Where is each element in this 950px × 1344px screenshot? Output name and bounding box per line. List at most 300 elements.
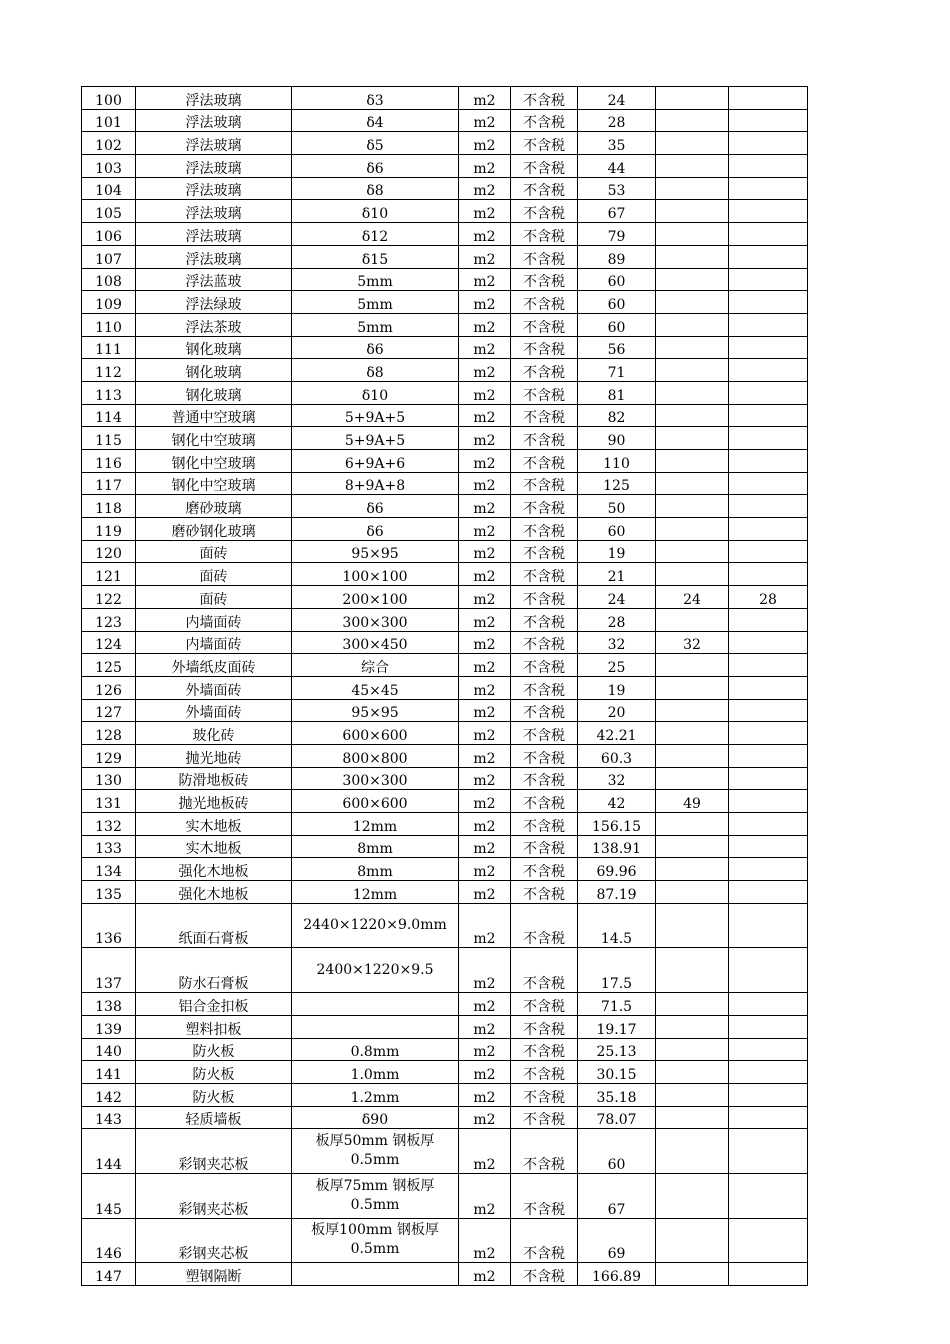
table-cell: 138.91 <box>578 835 656 858</box>
table-cell <box>656 676 729 699</box>
table-cell <box>656 518 729 541</box>
table-cell <box>656 881 729 904</box>
table-row <box>82 450 808 473</box>
table-cell: 0.8mm <box>292 1038 459 1061</box>
table-cell <box>656 132 729 155</box>
table-cell: 不含税 <box>511 1061 578 1084</box>
table-cell: 115 <box>82 427 136 450</box>
table-cell: 60 <box>578 268 656 291</box>
table-cell: 102 <box>82 132 136 155</box>
table-cell: 浮法玻璃 <box>136 245 292 268</box>
table-cell <box>656 1106 729 1129</box>
table-cell: 面砖 <box>136 540 292 563</box>
table-cell: 69.96 <box>578 858 656 881</box>
table-cell: 300×450 <box>292 631 459 654</box>
table-cell <box>656 359 729 382</box>
table-cell: 60.3 <box>578 744 656 767</box>
table-cell: m2 <box>459 450 511 473</box>
table-cell <box>729 948 808 993</box>
table-cell: 综合 <box>292 654 459 677</box>
table-cell: m2 <box>459 948 511 993</box>
table-cell: 24 <box>578 87 656 110</box>
table-cell: 不含税 <box>511 1218 578 1263</box>
table-cell <box>729 427 808 450</box>
table-cell: 111 <box>82 336 136 359</box>
table-cell: δ5 <box>292 132 459 155</box>
table-cell: 28 <box>578 109 656 132</box>
table-cell: 71.5 <box>578 993 656 1016</box>
table-cell: 不含税 <box>511 813 578 836</box>
table-cell: 138 <box>82 993 136 1016</box>
table-cell: 127 <box>82 699 136 722</box>
table-cell: δ6 <box>292 495 459 518</box>
table-cell: 35 <box>578 132 656 155</box>
table-cell <box>292 993 459 1016</box>
table-row <box>82 948 808 993</box>
table-cell: 60 <box>578 291 656 314</box>
table-row <box>82 291 808 314</box>
table-cell <box>729 1263 808 1286</box>
table-cell <box>729 540 808 563</box>
table-row <box>82 744 808 767</box>
table-cell: 防水石膏板 <box>136 948 292 993</box>
table-cell: m2 <box>459 291 511 314</box>
table-cell <box>656 87 729 110</box>
table-cell: 118 <box>82 495 136 518</box>
table-cell <box>729 813 808 836</box>
table-cell: 135 <box>82 881 136 904</box>
table-cell: m2 <box>459 767 511 790</box>
table-cell: 24 <box>656 586 729 609</box>
table-cell <box>656 654 729 677</box>
table-cell: 53 <box>578 177 656 200</box>
table-row <box>82 540 808 563</box>
table-cell: m2 <box>459 993 511 1016</box>
table-cell: 不含税 <box>511 835 578 858</box>
table-row <box>82 155 808 178</box>
table-cell: 不含税 <box>511 563 578 586</box>
table-cell: 不含税 <box>511 313 578 336</box>
table-cell: 不含税 <box>511 132 578 155</box>
table-cell: 不含税 <box>511 881 578 904</box>
table-cell: 600×600 <box>292 790 459 813</box>
table-row <box>82 654 808 677</box>
table-cell <box>656 1061 729 1084</box>
table-cell: m2 <box>459 676 511 699</box>
table-cell: 不含税 <box>511 87 578 110</box>
table-cell: 5+9A+5 <box>292 427 459 450</box>
table-cell: 67 <box>578 200 656 223</box>
table-cell: m2 <box>459 540 511 563</box>
table-body <box>82 87 808 1286</box>
table-cell: m2 <box>459 1106 511 1129</box>
table-cell: 不含税 <box>511 223 578 246</box>
table-cell: 5mm <box>292 268 459 291</box>
table-cell: 8+9A+8 <box>292 472 459 495</box>
table-cell <box>656 722 729 745</box>
table-cell <box>656 155 729 178</box>
table-cell: 面砖 <box>136 586 292 609</box>
table-cell: 防火板 <box>136 1061 292 1084</box>
table-cell <box>729 790 808 813</box>
table-row <box>82 472 808 495</box>
table-cell <box>729 835 808 858</box>
table-cell <box>656 404 729 427</box>
table-cell: 不含税 <box>511 631 578 654</box>
table-cell: 1.0mm <box>292 1061 459 1084</box>
table-cell <box>292 1015 459 1038</box>
table-cell <box>656 767 729 790</box>
table-cell: 103 <box>82 155 136 178</box>
table-cell: 彩钢夹芯板 <box>136 1129 292 1174</box>
table-cell: m2 <box>459 1015 511 1038</box>
table-cell: 125 <box>578 472 656 495</box>
table-row <box>82 676 808 699</box>
table-cell: 142 <box>82 1083 136 1106</box>
table-cell <box>729 518 808 541</box>
table-cell <box>656 993 729 1016</box>
table-cell: m2 <box>459 563 511 586</box>
table-row <box>82 313 808 336</box>
table-cell <box>656 427 729 450</box>
table-cell: 300×300 <box>292 767 459 790</box>
table-row <box>82 223 808 246</box>
table-row <box>82 993 808 1016</box>
table-cell: 抛光地砖 <box>136 744 292 767</box>
table-cell: 145 <box>82 1173 136 1218</box>
table-row <box>82 200 808 223</box>
table-cell: 147 <box>82 1263 136 1286</box>
table-cell <box>729 1106 808 1129</box>
table-cell: m2 <box>459 155 511 178</box>
table-cell <box>656 200 729 223</box>
table-cell: m2 <box>459 472 511 495</box>
table-cell: m2 <box>459 268 511 291</box>
table-cell <box>656 563 729 586</box>
table-cell: 8mm <box>292 858 459 881</box>
table-cell: 不含税 <box>511 1083 578 1106</box>
table-cell: m2 <box>459 699 511 722</box>
table-cell: 不含税 <box>511 654 578 677</box>
table-cell: m2 <box>459 631 511 654</box>
table-cell: 不含税 <box>511 268 578 291</box>
table-cell: 不含税 <box>511 1263 578 1286</box>
table-cell: 42 <box>578 790 656 813</box>
table-cell: 12mm <box>292 881 459 904</box>
table-cell <box>656 109 729 132</box>
table-cell <box>729 1038 808 1061</box>
table-cell <box>729 359 808 382</box>
table-cell: 不含税 <box>511 948 578 993</box>
table-cell: 不含税 <box>511 1129 578 1174</box>
table-cell: 不含税 <box>511 699 578 722</box>
table-cell <box>656 813 729 836</box>
table-cell: 彩钢夹芯板 <box>136 1218 292 1263</box>
table-cell: 1.2mm <box>292 1083 459 1106</box>
table-cell: m2 <box>459 722 511 745</box>
table-row <box>82 245 808 268</box>
table-cell: 强化木地板 <box>136 881 292 904</box>
table-cell <box>656 450 729 473</box>
table-cell: 不含税 <box>511 676 578 699</box>
table-cell: 49 <box>656 790 729 813</box>
table-cell: 抛光地板砖 <box>136 790 292 813</box>
table-cell <box>729 1083 808 1106</box>
table-cell <box>656 268 729 291</box>
table-cell: 125 <box>82 654 136 677</box>
table-cell: 100 <box>82 87 136 110</box>
table-row <box>82 903 808 948</box>
table-cell: 19 <box>578 540 656 563</box>
table-cell: 6+9A+6 <box>292 450 459 473</box>
table-cell: m2 <box>459 903 511 948</box>
table-row <box>82 336 808 359</box>
table-row <box>82 268 808 291</box>
table-cell: 实木地板 <box>136 835 292 858</box>
table-cell <box>729 268 808 291</box>
table-cell: m2 <box>459 132 511 155</box>
table-cell: 20 <box>578 699 656 722</box>
table-cell: 轻质墙板 <box>136 1106 292 1129</box>
table-cell: 32 <box>578 767 656 790</box>
table-cell: 50 <box>578 495 656 518</box>
table-cell: δ10 <box>292 200 459 223</box>
table-cell <box>729 903 808 948</box>
table-cell: δ8 <box>292 177 459 200</box>
table-cell: 60 <box>578 1129 656 1174</box>
table-cell: 板厚75mm 钢板厚0.5mm <box>292 1173 459 1218</box>
table-cell: 浮法玻璃 <box>136 177 292 200</box>
table-cell: 钢化玻璃 <box>136 359 292 382</box>
table-cell <box>656 608 729 631</box>
table-cell: 133 <box>82 835 136 858</box>
table-row <box>82 608 808 631</box>
table-cell: m2 <box>459 359 511 382</box>
table-cell: 不含税 <box>511 472 578 495</box>
table-row <box>82 586 808 609</box>
table-cell: m2 <box>459 835 511 858</box>
table-row <box>82 518 808 541</box>
table-cell: m2 <box>459 881 511 904</box>
table-cell: 5mm <box>292 291 459 314</box>
table-cell <box>729 767 808 790</box>
table-cell: 外墙纸皮面砖 <box>136 654 292 677</box>
table-cell <box>729 200 808 223</box>
table-cell: 不含税 <box>511 767 578 790</box>
table-cell: m2 <box>459 813 511 836</box>
table-cell: 112 <box>82 359 136 382</box>
table-row <box>82 427 808 450</box>
table-cell: 17.5 <box>578 948 656 993</box>
table-cell: 不含税 <box>511 1173 578 1218</box>
table-cell <box>656 381 729 404</box>
table-cell: 8mm <box>292 835 459 858</box>
table-cell: 28 <box>578 608 656 631</box>
table-cell: 139 <box>82 1015 136 1038</box>
table-cell: m2 <box>459 1218 511 1263</box>
table-cell: 166.89 <box>578 1263 656 1286</box>
table-cell: δ12 <box>292 223 459 246</box>
table-cell: 21 <box>578 563 656 586</box>
table-cell: 浮法茶玻 <box>136 313 292 336</box>
table-cell <box>656 858 729 881</box>
table-cell: 5mm <box>292 313 459 336</box>
table-cell: 不含税 <box>511 177 578 200</box>
table-cell <box>656 495 729 518</box>
table-cell <box>656 472 729 495</box>
table-row <box>82 722 808 745</box>
table-cell: 浮法蓝玻 <box>136 268 292 291</box>
table-cell: 钢化中空玻璃 <box>136 472 292 495</box>
table-cell: 87.19 <box>578 881 656 904</box>
table-cell: 28 <box>729 586 808 609</box>
table-cell: 114 <box>82 404 136 427</box>
table-cell <box>656 1263 729 1286</box>
table-cell: 89 <box>578 245 656 268</box>
table-cell: 不含税 <box>511 245 578 268</box>
table-cell: 浮法玻璃 <box>136 223 292 246</box>
table-cell: δ6 <box>292 336 459 359</box>
table-row <box>82 1173 808 1218</box>
table-cell: 141 <box>82 1061 136 1084</box>
table-cell: 磨砂玻璃 <box>136 495 292 518</box>
table-cell <box>656 336 729 359</box>
table-cell <box>729 608 808 631</box>
table-cell: δ6 <box>292 518 459 541</box>
table-cell: 119 <box>82 518 136 541</box>
table-cell: 塑料扣板 <box>136 1015 292 1038</box>
table-cell: m2 <box>459 1038 511 1061</box>
table-cell: 不含税 <box>511 200 578 223</box>
table-cell: 109 <box>82 291 136 314</box>
table-cell <box>656 177 729 200</box>
table-cell: 19 <box>578 676 656 699</box>
table-cell <box>729 245 808 268</box>
table-cell: 不含税 <box>511 381 578 404</box>
table-cell: 126 <box>82 676 136 699</box>
table-cell <box>729 1061 808 1084</box>
table-cell <box>729 654 808 677</box>
table-cell: 105 <box>82 200 136 223</box>
table-cell: m2 <box>459 200 511 223</box>
table-cell: m2 <box>459 654 511 677</box>
table-cell: m2 <box>459 245 511 268</box>
table-cell: m2 <box>459 744 511 767</box>
table-cell <box>656 223 729 246</box>
table-cell <box>729 404 808 427</box>
table-cell: 134 <box>82 858 136 881</box>
table-row <box>82 767 808 790</box>
table-cell <box>729 313 808 336</box>
table-cell: 800×800 <box>292 744 459 767</box>
table-cell: 不含税 <box>511 336 578 359</box>
table-cell: 100×100 <box>292 563 459 586</box>
table-cell: 不含税 <box>511 993 578 1016</box>
table-row <box>82 631 808 654</box>
table-row <box>82 1061 808 1084</box>
table-cell <box>729 744 808 767</box>
table-cell: m2 <box>459 608 511 631</box>
table-cell: 2400×1220×9.5 <box>292 948 459 993</box>
table-cell: 2440×1220×9.0mm <box>292 903 459 948</box>
table-cell <box>729 109 808 132</box>
table-cell: 132 <box>82 813 136 836</box>
table-cell: 120 <box>82 540 136 563</box>
table-cell: 浮法玻璃 <box>136 109 292 132</box>
table-cell: m2 <box>459 427 511 450</box>
table-cell <box>656 1038 729 1061</box>
table-cell: 121 <box>82 563 136 586</box>
table-cell: 116 <box>82 450 136 473</box>
table-cell <box>729 495 808 518</box>
table-cell: 35.18 <box>578 1083 656 1106</box>
table-cell <box>729 881 808 904</box>
table-cell: m2 <box>459 1173 511 1218</box>
table-cell: 不含税 <box>511 1106 578 1129</box>
table-cell <box>656 835 729 858</box>
table-cell: 156.15 <box>578 813 656 836</box>
table-cell: 不含税 <box>511 495 578 518</box>
table-cell <box>729 381 808 404</box>
table-cell: 144 <box>82 1129 136 1174</box>
table-cell: m2 <box>459 223 511 246</box>
table-cell: 106 <box>82 223 136 246</box>
table-cell <box>729 155 808 178</box>
table-row <box>82 813 808 836</box>
table-row <box>82 1038 808 1061</box>
table-cell: 95×95 <box>292 540 459 563</box>
table-cell: 板厚100mm 钢板厚0.5mm <box>292 1218 459 1263</box>
table-cell <box>729 631 808 654</box>
table-cell <box>729 699 808 722</box>
table-cell <box>729 1218 808 1263</box>
table-cell: 56 <box>578 336 656 359</box>
table-cell: 124 <box>82 631 136 654</box>
table-cell: m2 <box>459 381 511 404</box>
table-cell: 强化木地板 <box>136 858 292 881</box>
table-cell: 95×95 <box>292 699 459 722</box>
table-cell <box>656 1015 729 1038</box>
table-cell: m2 <box>459 336 511 359</box>
table-cell: m2 <box>459 858 511 881</box>
table-cell: δ6 <box>292 155 459 178</box>
table-cell <box>729 722 808 745</box>
table-cell: 塑钢隔断 <box>136 1263 292 1286</box>
table-cell: 不含税 <box>511 790 578 813</box>
table-cell: 防滑地板砖 <box>136 767 292 790</box>
table-cell: 71 <box>578 359 656 382</box>
table-cell: 防火板 <box>136 1038 292 1061</box>
table-cell: 32 <box>578 631 656 654</box>
table-row <box>82 835 808 858</box>
table-cell: 146 <box>82 1218 136 1263</box>
table-cell: m2 <box>459 87 511 110</box>
table-cell: 101 <box>82 109 136 132</box>
table-cell: 110 <box>578 450 656 473</box>
table-cell <box>729 336 808 359</box>
table-cell: 铝合金扣板 <box>136 993 292 1016</box>
table-cell <box>729 993 808 1016</box>
table-cell: 不含税 <box>511 291 578 314</box>
table-cell: 44 <box>578 155 656 178</box>
table-cell: 140 <box>82 1038 136 1061</box>
table-cell <box>656 903 729 948</box>
table-cell: 浮法玻璃 <box>136 155 292 178</box>
table-cell: 131 <box>82 790 136 813</box>
table-cell: δ15 <box>292 245 459 268</box>
table-cell: 浮法玻璃 <box>136 200 292 223</box>
table-cell: δ10 <box>292 381 459 404</box>
